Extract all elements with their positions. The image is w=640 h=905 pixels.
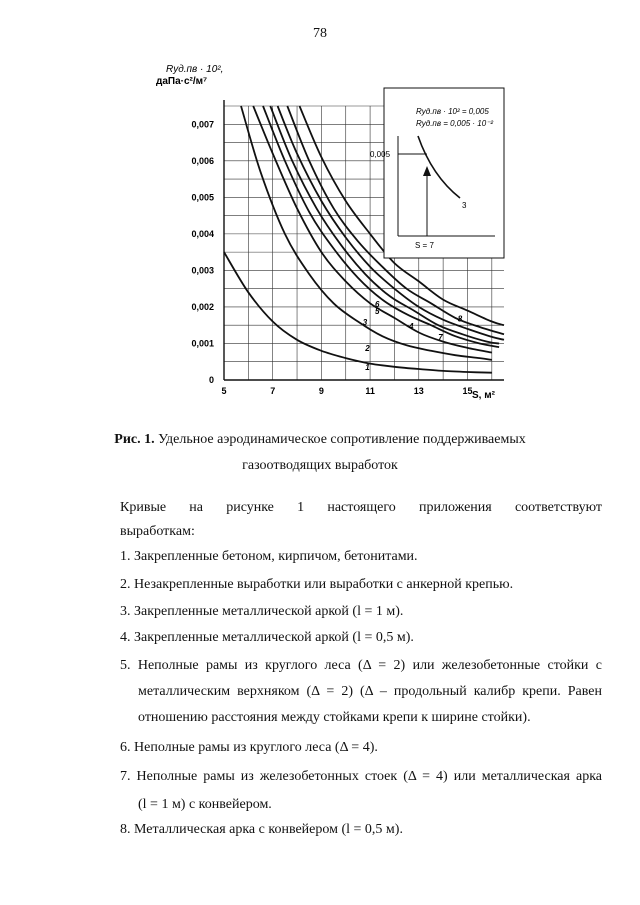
y-tick-label: 0,007 [191, 119, 214, 130]
list-item [120, 545, 602, 569]
x-tick-label: 5 [221, 386, 227, 396]
y-tick-label: 0,002 [191, 301, 214, 312]
figure-caption [0, 430, 640, 476]
curve-label-8: 8 [457, 314, 463, 324]
list-item-text: 5. Неполные рамы из круглого леса (Δ = 2) или железобетонные стойки с [120, 658, 602, 673]
list-item-continuation: (l = 1 м) с конвейером. [138, 797, 272, 812]
list-item-text: 8. Металлическая арка с конвейером (l = 0,5 м). [120, 822, 403, 837]
caption-line2: газоотводящих выработок [242, 458, 398, 473]
x-axis-label: S, м² [472, 390, 495, 401]
page-number: 78 [313, 26, 327, 41]
caption-line1: Удельное аэродинамическое сопротивление поддерживаемых [158, 432, 526, 447]
curve-label-7: 7 [438, 332, 443, 342]
inset-y-value-label: 0,005 [370, 150, 391, 159]
list-item-continuation: отношению расстояния между стойками крепи к ширине стойки). [138, 710, 531, 725]
list-item [120, 573, 602, 597]
y-tick-label: 0,001 [191, 338, 214, 349]
list-item [120, 736, 602, 760]
list-item-text: 4. Закрепленные металлической аркой (l = 0,5 м). [120, 630, 414, 645]
y-tick-label: 0,003 [191, 265, 214, 276]
y-tick-label: 0,005 [191, 192, 214, 203]
inset-formula-line1: Rуд.пв · 10² = 0,005 [416, 107, 489, 116]
intro-word: на [189, 500, 203, 515]
list-item-text: 3. Закрепленные металлической аркой (l = 1 м). [120, 604, 404, 619]
curve-label-5: 5 [374, 307, 380, 317]
y-tick-label: 0,006 [191, 155, 214, 166]
chart-inset [370, 88, 504, 258]
list-item-text: 2. Незакрепленные выработки или выработки с анкерной крепью. [120, 577, 514, 592]
x-tick-label: 15 [462, 386, 473, 396]
list-item-text: 6. Неполные рамы из круглого леса (Δ = 4). [120, 740, 378, 755]
x-tick-label: 11 [365, 386, 375, 396]
list-item [120, 818, 602, 842]
x-tick-label: 9 [318, 386, 324, 396]
intro-word: приложения [418, 500, 492, 515]
caption-label: Рис. 1. [114, 432, 155, 447]
list-item [120, 626, 602, 650]
y-axis-label-line1: Rуд.пв · 10², [166, 64, 224, 75]
list-item [120, 763, 602, 819]
curve-label-1: 1 [365, 362, 370, 372]
list-item [120, 600, 602, 624]
y-tick-label: 0,004 [191, 228, 214, 239]
y-axis-label-line2: даПа·с²/м⁷ [156, 76, 208, 87]
list-item [120, 653, 602, 731]
inset-x-value-label: S = 7 [415, 241, 434, 250]
curve-label-4: 4 [409, 321, 414, 331]
list-item-text: 1. Закрепленные бетоном, кирпичом, бетонитами. [120, 549, 418, 564]
intro-word: Кривые [120, 500, 167, 515]
inset-formula-line2: Rуд.пв = 0,005 · 10⁻² [416, 119, 494, 128]
intro-word: соответствуют [514, 500, 602, 515]
x-tick-label: 7 [270, 386, 276, 396]
y-tick-label: 0 [208, 375, 214, 385]
curve-label-2: 2 [365, 343, 370, 353]
curve-label-3: 3 [362, 318, 368, 328]
intro-word: настоящего [327, 500, 396, 515]
list-item-continuation: металлическим верхняком (Δ = 2) (Δ – продольный калибр крепи. Равен [138, 684, 602, 699]
x-tick-label: 13 [413, 386, 424, 396]
chart [150, 58, 520, 408]
intro-word: 1 [297, 500, 305, 515]
intro-paragraph [120, 496, 602, 544]
intro-line2: выработкам: [120, 524, 195, 539]
curve-label-6: 6 [374, 299, 380, 309]
inset-curve-label: 3 [462, 201, 467, 210]
list-item-text: 7. Неполные рамы из железобетонных стоек (Δ = 4) или металлическая арка [120, 769, 602, 784]
intro-line1 [120, 496, 602, 520]
intro-word: рисунке [226, 500, 274, 515]
